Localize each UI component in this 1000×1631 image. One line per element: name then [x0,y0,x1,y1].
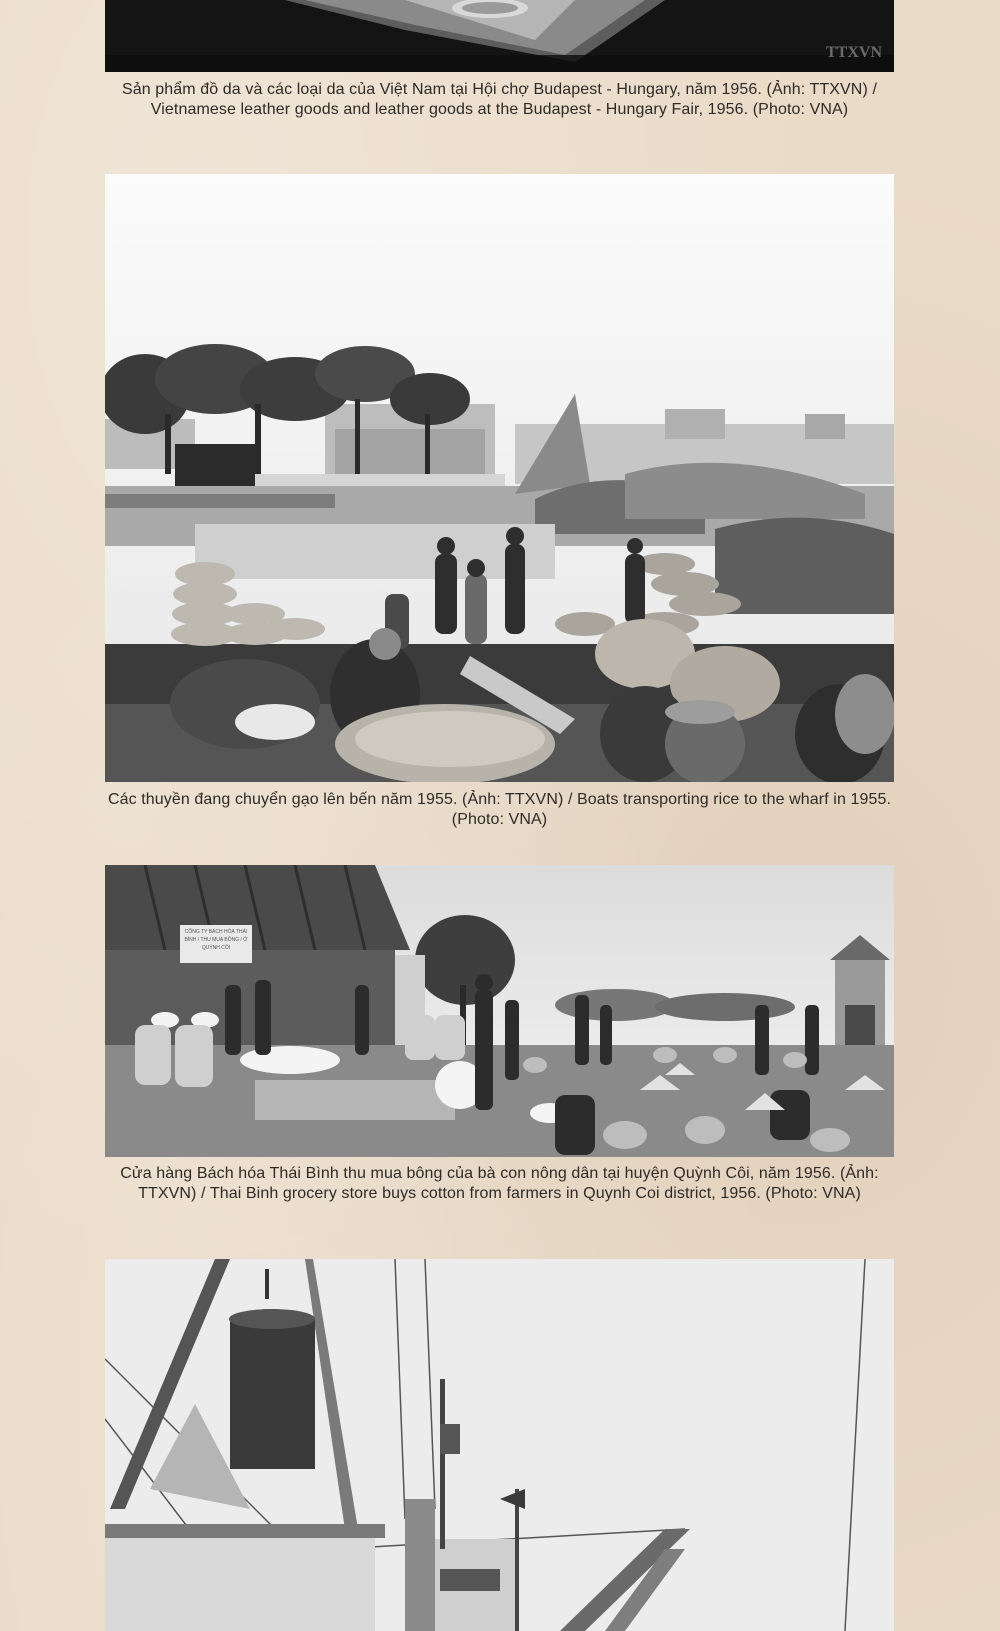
photo-caption: Các thuyền đang chuyển gạo lên bến năm 1955. (Ảnh: TTXVN) / Boats transporting rice to the wharf in 1955. (Photo: VNA) [107,791,892,828]
photo-ship-port [105,1259,894,1631]
watermark: TTXVN [825,44,882,61]
photo-rice-boats [105,174,894,782]
photo-cotton-store [105,865,894,1157]
photo-leather-goods [105,0,894,72]
photo-caption: Sản phẩm đồ da và các loại da của Việt Nam tại Hội chợ Budapest - Hungary, năm 1956. (Ảnh: TTXVN) / Vietnamese leather goods and leather goods at the Budapest - Hungary Fair, 1956. (Photo: VNA) [121,81,877,118]
photo-caption: Cửa hàng Bách hóa Thái Bình thu mua bông của bà con nông dân tại huyện Quỳnh Côi, năm 1956. (Ảnh: TTXVN) / Thai Binh grocery store buys cotton from farmers in Quynh Coi district, 1956. (Photo: VNA) [120,1165,879,1202]
store-sign: CÔNG TY BÁCH HÓA THÁI BÌNH / THU MUA BÔNG / Ở QUỲNH CÔI [180,925,252,963]
